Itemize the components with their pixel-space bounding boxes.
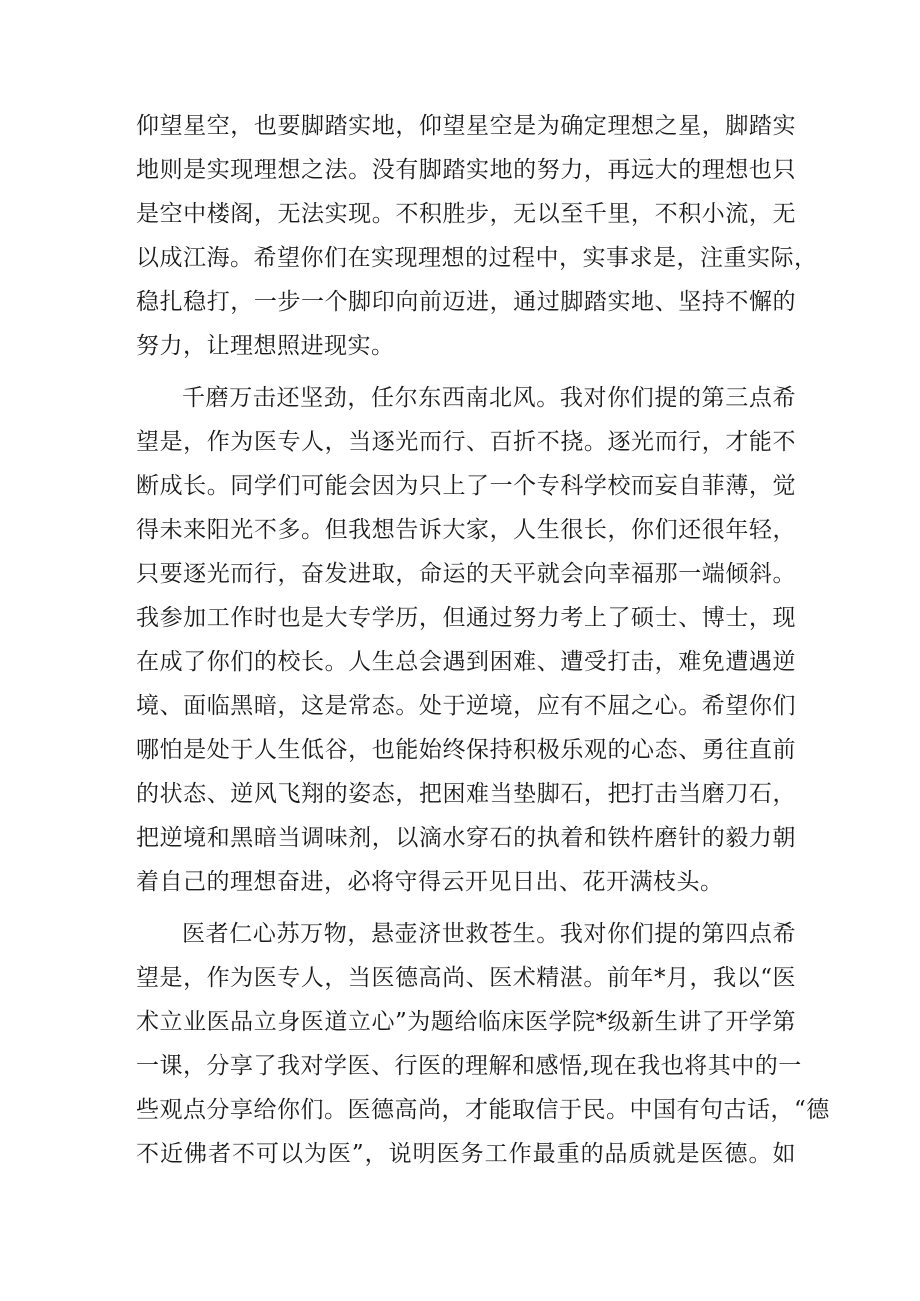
text-line: 境、面临黑暗，这是常态。处于逆境，应有不屈之心。希望你们 [136, 693, 796, 719]
text-line: 望是，作为医专人，当医德高尚、医术精湛。前年*月，我以“医 [136, 965, 796, 991]
text-line: 的状态、逆风飞翔的姿态，把困难当垫脚石，把打击当磨刀石， [136, 781, 796, 807]
text-line: 术立业医品立身医道立心”为题给临床医学院*级新生讲了开学第 [136, 1009, 796, 1035]
text-line: 地则是实现理想之法。没有脚踏实地的努力，再远大的理想也只 [136, 157, 796, 183]
text-line: 哪怕是处于人生低谷，也能始终保持积极乐观的心态、勇往直前 [136, 737, 796, 763]
document-body [136, 104, 830, 1176]
paragraph-3 [136, 912, 830, 1176]
text-line: 以成江海。希望你们在实现理想的过程中，实事求是，注重实际， [136, 245, 818, 271]
text-line: 稳扎稳打，一步一个脚印向前迈进，通过脚踏实地、坚持不懈的 [136, 289, 796, 315]
text-line: 得未来阳光不多。但我想告诉大家，人生很长，你们还很年轻， [136, 517, 796, 543]
paragraph-1 [136, 104, 818, 368]
text-line: 是空中楼阁，无法实现。不积胜步，无以至千里，不积小流，无 [136, 201, 796, 227]
text-line: 着自己的理想奋进，必将守得云开见日出、花开满枝头。 [136, 869, 724, 895]
text-line: 断成长。同学们可能会因为只上了一个专科学校而妄自菲薄，觉 [136, 473, 796, 499]
paragraph-spacer [136, 904, 796, 912]
text-line: 些观点分享给你们。医德高尚，才能取信于民。中国有句古话，“德 [136, 1097, 830, 1123]
text-line: 我参加工作时也是大专学历，但通过努力考上了硕士、博士，现 [136, 605, 796, 631]
text-line: 只要逐光而行，奋发进取，命运的天平就会向幸福那一端倾斜。 [136, 561, 796, 587]
text-line: 望是，作为医专人，当逐光而行、百折不挠。逐光而行，才能不 [136, 429, 796, 455]
text-line: 医者仁心苏万物，悬壶济世救苍生。我对你们提的第四点希 [182, 921, 796, 947]
text-line: 把逆境和黑暗当调味剂，以滴水穿石的执着和铁杵磨针的毅力朝 [136, 825, 796, 851]
text-line: 千磨万击还坚劲，任尔东西南北风。我对你们提的第三点希 [182, 385, 796, 411]
paragraph-2 [136, 376, 796, 904]
text-line: 仰望星空，也要脚踏实地，仰望星空是为确定理想之星，脚踏实 [136, 113, 796, 139]
text-line: 在成了你们的校长。人生总会遇到困难、遭受打击，难免遭遇逆 [136, 649, 796, 675]
paragraph-spacer [136, 368, 796, 376]
text-line: 一课，分享了我对学医、行医的理解和感悟,现在我也将其中的一 [136, 1053, 802, 1079]
text-line: 努力，让理想照进现实。 [136, 333, 395, 359]
text-line: 不近佛者不可以为医”，说明医务工作最重的品质就是医德。如 [136, 1141, 796, 1167]
